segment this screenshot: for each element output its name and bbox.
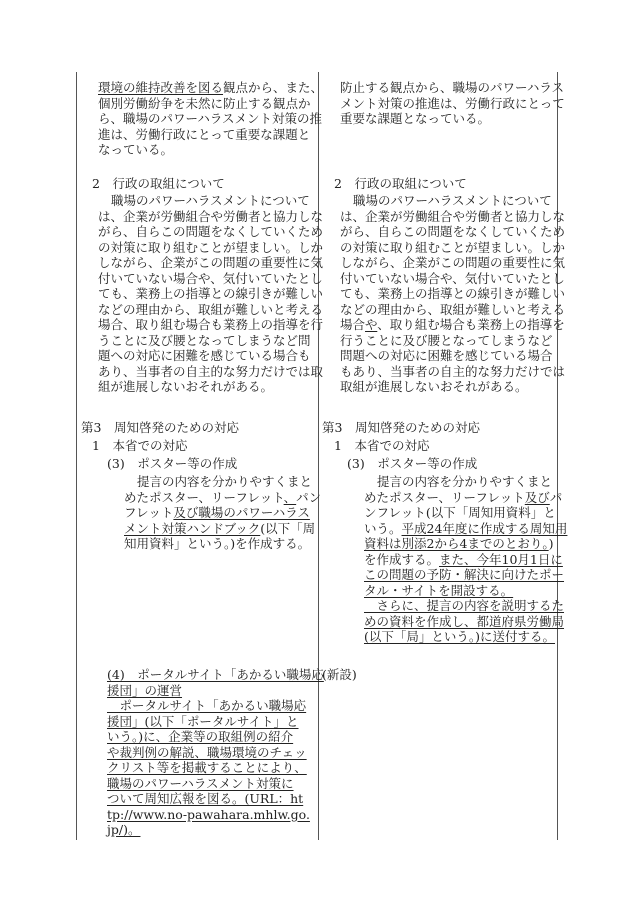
text-line: は、企業が労働組合や労働者と協力しな xyxy=(98,208,324,224)
underlined-text: jp/)。 xyxy=(107,822,141,837)
text-line: もあり、当事者の自主的な努力だけでは xyxy=(340,363,566,379)
text-line: 防止する観点から、職場のパワーハラス xyxy=(340,80,565,95)
right-item-3-body xyxy=(364,474,567,645)
heading-text: 2 行政の取組について xyxy=(334,176,467,191)
left-sub-1 xyxy=(92,438,187,454)
text-segment: を作成する。 xyxy=(364,551,440,567)
underlined-text: 、 xyxy=(283,489,297,505)
text-segment: パ xyxy=(549,489,563,505)
underlined-text: いう。)に、企業等の取組例の紹介 xyxy=(107,729,294,744)
text-line xyxy=(107,698,324,714)
text-line: 職場のパワーハラスメントについて xyxy=(353,193,552,208)
text-line: 場合、取り組む場合も業務上の指導を行 xyxy=(98,317,324,332)
right-intro xyxy=(340,80,565,127)
table-border-left xyxy=(76,72,77,840)
text-line xyxy=(107,729,324,745)
underlined-text: 平成24年度に作成する周知用 xyxy=(401,520,568,536)
text-line: あり、当事者の自主的な努力だけでは取 xyxy=(98,363,324,379)
underlined-text: 資料は別添2から4までのとおり。 xyxy=(364,536,549,551)
text-line xyxy=(107,822,324,838)
text-segment: (以下「周 xyxy=(260,520,316,536)
subsection-title: 1 本省での対応 xyxy=(92,438,188,453)
text-segment: フレット xyxy=(124,505,174,520)
underlined-text: 援団」(以下「ポータルサイト」と xyxy=(107,713,299,729)
text-line xyxy=(364,490,567,506)
text-line: 付いていない場合や、気付いていたとし xyxy=(340,270,565,286)
underlined-text: また、今年10月1日に xyxy=(439,551,563,567)
text-line xyxy=(364,521,567,537)
text-segment: 観点から、また、 xyxy=(223,80,324,95)
section-title: 第3 周知啓発のための対応 xyxy=(322,420,480,435)
text-line: などの理由から、取組が難しいと考える xyxy=(98,301,324,317)
item-title: (3) ポスター等の作成 xyxy=(347,456,478,471)
heading-text: 2 行政の取組について xyxy=(92,176,225,191)
text-line: しながら、企業がこの問題の重要性に気 xyxy=(340,255,566,270)
text-segment: いう。 xyxy=(364,520,402,536)
text-line: 取組が進展しないおそれがある。 xyxy=(340,379,528,394)
text-line: がら、自らこの問題をなくしていくため xyxy=(98,224,324,239)
underlined-text: や xyxy=(365,317,378,332)
underlined-text: めの資料を作成し、都道府県労働局 xyxy=(364,613,565,629)
text-segment: ) xyxy=(548,536,554,551)
text-line xyxy=(107,683,324,699)
right-new-label xyxy=(322,667,357,683)
text-line: 知用資料」という。)を作成する。 xyxy=(124,536,311,551)
text-line xyxy=(124,505,321,521)
left-item-4 xyxy=(107,667,324,838)
text-segment: 、取り組む場合も業務上の指導を xyxy=(377,317,565,332)
left-item-3-title xyxy=(107,456,237,472)
right-section-3 xyxy=(322,420,480,436)
underlined-text: ついて周知広報を図る。(URL：ht xyxy=(107,791,304,806)
text-line xyxy=(364,583,567,599)
right-heading-2 xyxy=(334,176,467,192)
text-line xyxy=(107,807,324,823)
text-line: しながら、企業がこの問題の重要性に気 xyxy=(98,255,324,270)
underlined-text: メント対策ハンドブック xyxy=(124,520,261,536)
text-line: メント対策の推進は、労働行政にとって xyxy=(340,95,565,111)
left-body-2 xyxy=(98,193,323,395)
text-line: などの理由から、取組が難しいと考える xyxy=(340,301,566,317)
text-line: 提言の内容を分かりやすくまと xyxy=(377,474,553,489)
underlined-text: タル・サイトを開設する。 xyxy=(364,582,514,598)
text-line: の対策に取り組むことが望ましい。しか xyxy=(340,239,566,255)
text-line: 行うことに及び腰となってしまうなど xyxy=(340,332,553,348)
text-line xyxy=(364,629,567,645)
left-heading-2 xyxy=(92,176,225,192)
left-item-3-body xyxy=(124,474,321,552)
text-line: 問題への対応に困難を感じている場合 xyxy=(340,348,553,363)
text-line: 職場のパワーハラスメントについて xyxy=(111,193,310,208)
text-line xyxy=(107,667,324,683)
text-line xyxy=(364,598,567,614)
text-line xyxy=(107,791,324,807)
text-line: ても、業務上の指導との線引きが難しい xyxy=(340,286,566,301)
text-line xyxy=(364,536,567,552)
underlined-text: 環境の維持改善を図る xyxy=(98,80,224,95)
left-intro xyxy=(98,80,323,158)
underlined-text: ポータルサイト「あかるい職場応 xyxy=(107,698,307,713)
text-line xyxy=(107,760,324,776)
underlined-text: や裁判例の解説、職場環境のチェッ xyxy=(107,744,307,760)
underlined-text: (4) ポータルサイト「あかるい職場応 xyxy=(107,667,324,682)
text-line xyxy=(364,567,567,583)
text-segment: めたポスター、リーフレット xyxy=(124,489,284,505)
underlined-text: 援団」の運営 xyxy=(107,682,183,698)
text-line xyxy=(107,776,324,792)
right-sub-1 xyxy=(334,438,429,454)
subsection-title: 1 本省での対応 xyxy=(334,438,430,453)
text-line xyxy=(124,521,321,537)
text-line: 題への対応に困難を感じている場合も xyxy=(98,348,311,363)
text-segment: 場合 xyxy=(340,317,366,332)
item-title: (3) ポスター等の作成 xyxy=(107,456,238,471)
text-line: がら、自らこの問題をなくしていくため xyxy=(340,224,566,239)
text-line: ンフレット(以下「周知用資料」と xyxy=(364,505,556,520)
text-line: ら、職場のパワーハラスメント対策の推 xyxy=(98,111,323,126)
text-line: 提言の内容を分かりやすくまと xyxy=(137,474,313,489)
text-line: 進は、労働行政にとって重要な課題と xyxy=(98,126,311,142)
text-line: 付いていない場合や、気付いていたとし xyxy=(98,270,323,286)
text-line: の対策に取り組むことが望ましい。しか xyxy=(98,239,324,255)
text-segment: めたポスター、リーフレット xyxy=(364,489,525,505)
underlined-text: さらに、提言の内容を説明するた xyxy=(364,598,565,613)
text-line: 組が進展しないおそれがある。 xyxy=(98,379,274,394)
text-line xyxy=(107,745,324,761)
underlined-text: 職場のパワーハラスメント対策に xyxy=(107,775,294,791)
right-body-2 xyxy=(340,193,565,395)
text-line: は、企業が労働組合や労働者と協力しな xyxy=(340,208,566,224)
underlined-text: 及び職場のパワーハラス xyxy=(173,505,310,520)
underlined-text: クリスト等を掲載することにより、 xyxy=(107,760,307,775)
text-line xyxy=(364,614,567,630)
text-line: 重要な課題となっている。 xyxy=(340,111,491,126)
section-title: 第3 周知啓発のための対応 xyxy=(81,420,239,435)
underlined-text: 及び xyxy=(524,489,550,505)
underlined-text: tp://www.no-pawahara.mhlw.go. xyxy=(107,806,310,822)
text-line xyxy=(98,80,323,96)
right-item-3-title xyxy=(347,456,477,472)
text-line xyxy=(364,552,567,568)
underlined-text: (以下「局」という。)に送付する。 xyxy=(364,629,556,644)
text-line xyxy=(107,714,324,730)
table-border-right xyxy=(557,72,558,840)
text-line: なっている。 xyxy=(98,142,174,157)
text-line: ても、業務上の指導との線引きが難しい xyxy=(98,286,324,301)
underlined-text: この問題の予防・解決に向けたポー xyxy=(364,567,565,582)
text-line: 個別労働紛争を未然に防止する観点か xyxy=(98,95,311,111)
text-line xyxy=(340,317,565,333)
new-provision-label: (新設) xyxy=(322,667,357,682)
text-line: うことに及び腰となってしまうなど問 xyxy=(98,332,311,348)
left-section-3 xyxy=(81,420,239,436)
text-line xyxy=(124,490,321,506)
text-segment: パン xyxy=(296,489,322,505)
